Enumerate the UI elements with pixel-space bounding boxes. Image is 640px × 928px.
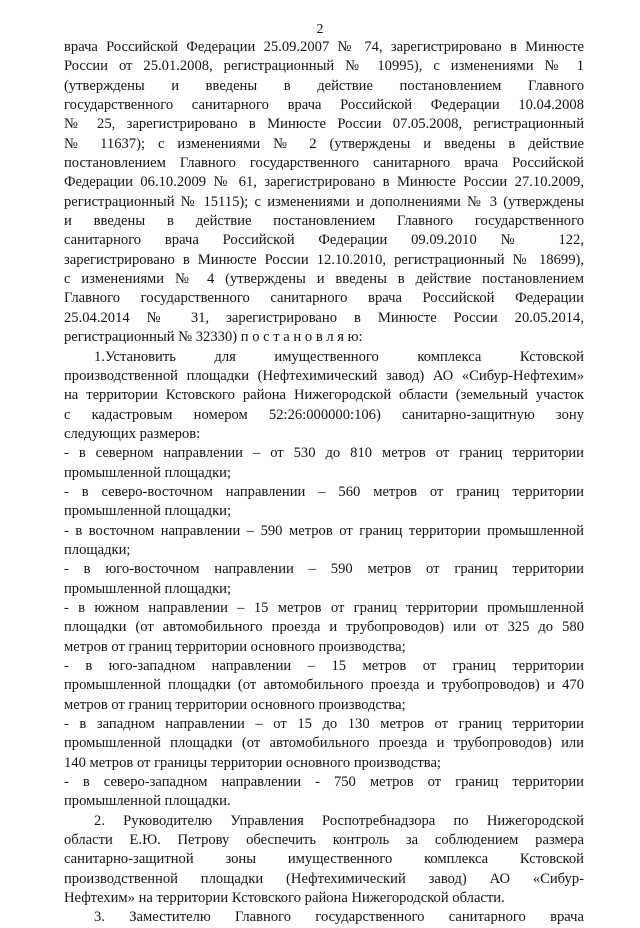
text-line: площадки; (64, 541, 131, 558)
text-line: регистрационный № 15115); с изменениями и дополнениями № 3 (утверждены (64, 193, 584, 210)
text-line: 140 метров от границы территории основного производства; (64, 754, 441, 771)
text-line: производственной площадки (Нефтехимический завод) АО «Сибур- (64, 870, 584, 887)
list-item-line: - в северо-восточном направлении – 560 метров от границ территории (64, 483, 584, 500)
list-item-line: - в южном направлении – 15 метров от границ территории промышленной (64, 599, 584, 616)
text-line: № 25, зарегистрировано в Минюсте России 07.05.2008, регистрационный (64, 116, 584, 133)
text-line: с кадастровым номером 52:26:000000:106) санитарно-защитную зону (64, 406, 584, 423)
text-line: области Е.Ю. Петрову обеспечить контроль за соблюдением размера (64, 832, 584, 849)
text-line: врача Российской Федерации 25.09.2007 № 74, зарегистрировано в Минюсте (64, 39, 584, 55)
text-line: санитарного врача Российской Федерации 09.09.2010 № 122, (64, 232, 584, 249)
text-line: площадки (от автомобильного проезда и трубопроводов) или от 325 до 580 (64, 619, 584, 636)
text-line: производственной площадки (Нефтехимический завод) АО «Сибур-Нефтехим» (64, 367, 584, 384)
page-number: 2 (316, 22, 324, 37)
text-line: 25.04.2014 № 31, зарегистрировано в Минюсте России 20.05.2014, (64, 309, 584, 326)
text-line: зарегистрировано в Минюсте России 12.10.2010, регистрационный № 18699), (64, 251, 584, 268)
text-line: промышленной площадки; (64, 503, 232, 520)
list-item-line: - в восточном направлении – 590 метров от границ территории промышленной (64, 522, 584, 539)
list-item-line: - в северо-западном направлении - 750 метров от границ территории (64, 774, 584, 791)
document-body (64, 38, 584, 928)
item-3-line: 3. Заместителю Главного государственного санитарного врача (94, 909, 584, 926)
text-line: Нефтехим» на территории Кстовского района Нижегородской области. (64, 890, 505, 907)
text-line: промышленной площадки; (64, 464, 232, 481)
text-line: (утверждены и введены в действие постановлением Главного (64, 77, 584, 94)
item-2-line: 2. Руководителю Управления Роспотребнадзора по Нижегородской (94, 812, 584, 829)
text-line: Федерации 06.10.2009 № 61, зарегистрировано в Минюсте России 27.10.2009, (64, 174, 584, 191)
text-line: следующих размеров: (64, 425, 201, 442)
text-line: метров от границ территории основного производства; (64, 696, 406, 713)
text-line: Главного государственного санитарного врача Российской Федерации (64, 290, 584, 307)
text-line: промышленной площадки. (64, 793, 231, 810)
text-line: России от 25.01.2008, регистрационный № 10995), с изменениями № 1 (64, 58, 584, 75)
text-line: постановлением Главного государственного санитарного врача Российской (64, 155, 584, 172)
list-item-line: - в юго-западном направлении – 15 метров от границ территории (64, 658, 584, 674)
item-1-line: 1.Установить для имущественного комплекса Кстовской (94, 348, 584, 365)
text-line-resolution: регистрационный № 32330) п о с т а н о в л я ю: (64, 329, 363, 346)
text-line: государственного санитарного врача Российской Федерации 10.04.2008 (64, 97, 584, 114)
list-item-line: - в западном направлении – от 15 до 130 метров от границ территории (64, 716, 584, 733)
list-item-line: - в юго-восточном направлении – 590 метров от границ территории (64, 561, 584, 578)
text-line: промышленной площадки (от автомобильного проезда и трубопроводов) или (64, 735, 584, 752)
list-item-line: - в северном направлении – от 530 до 810 метров от границ территории (64, 445, 584, 462)
text-line: с изменениями № 4 (утверждены и введены в действие постановлением (64, 271, 584, 288)
text-line: на территории Кстовского района Нижегородской области (земельный участок (64, 387, 584, 404)
text-line: промышленной площадки; (64, 580, 232, 597)
text-line: санитарно-защитной зоны имущественного комплекса Кстовской (64, 851, 584, 868)
text-line: метров от границ территории основного производства; (64, 638, 406, 655)
text-line: № 11637); с изменениями № 2 (утверждены и введены в действие (64, 135, 584, 152)
text-line: и введены в действие постановлением Главного государственного (64, 213, 584, 230)
text-line: промышленной площадки (от автомобильного проезда и трубопроводов) и 470 (64, 677, 584, 694)
